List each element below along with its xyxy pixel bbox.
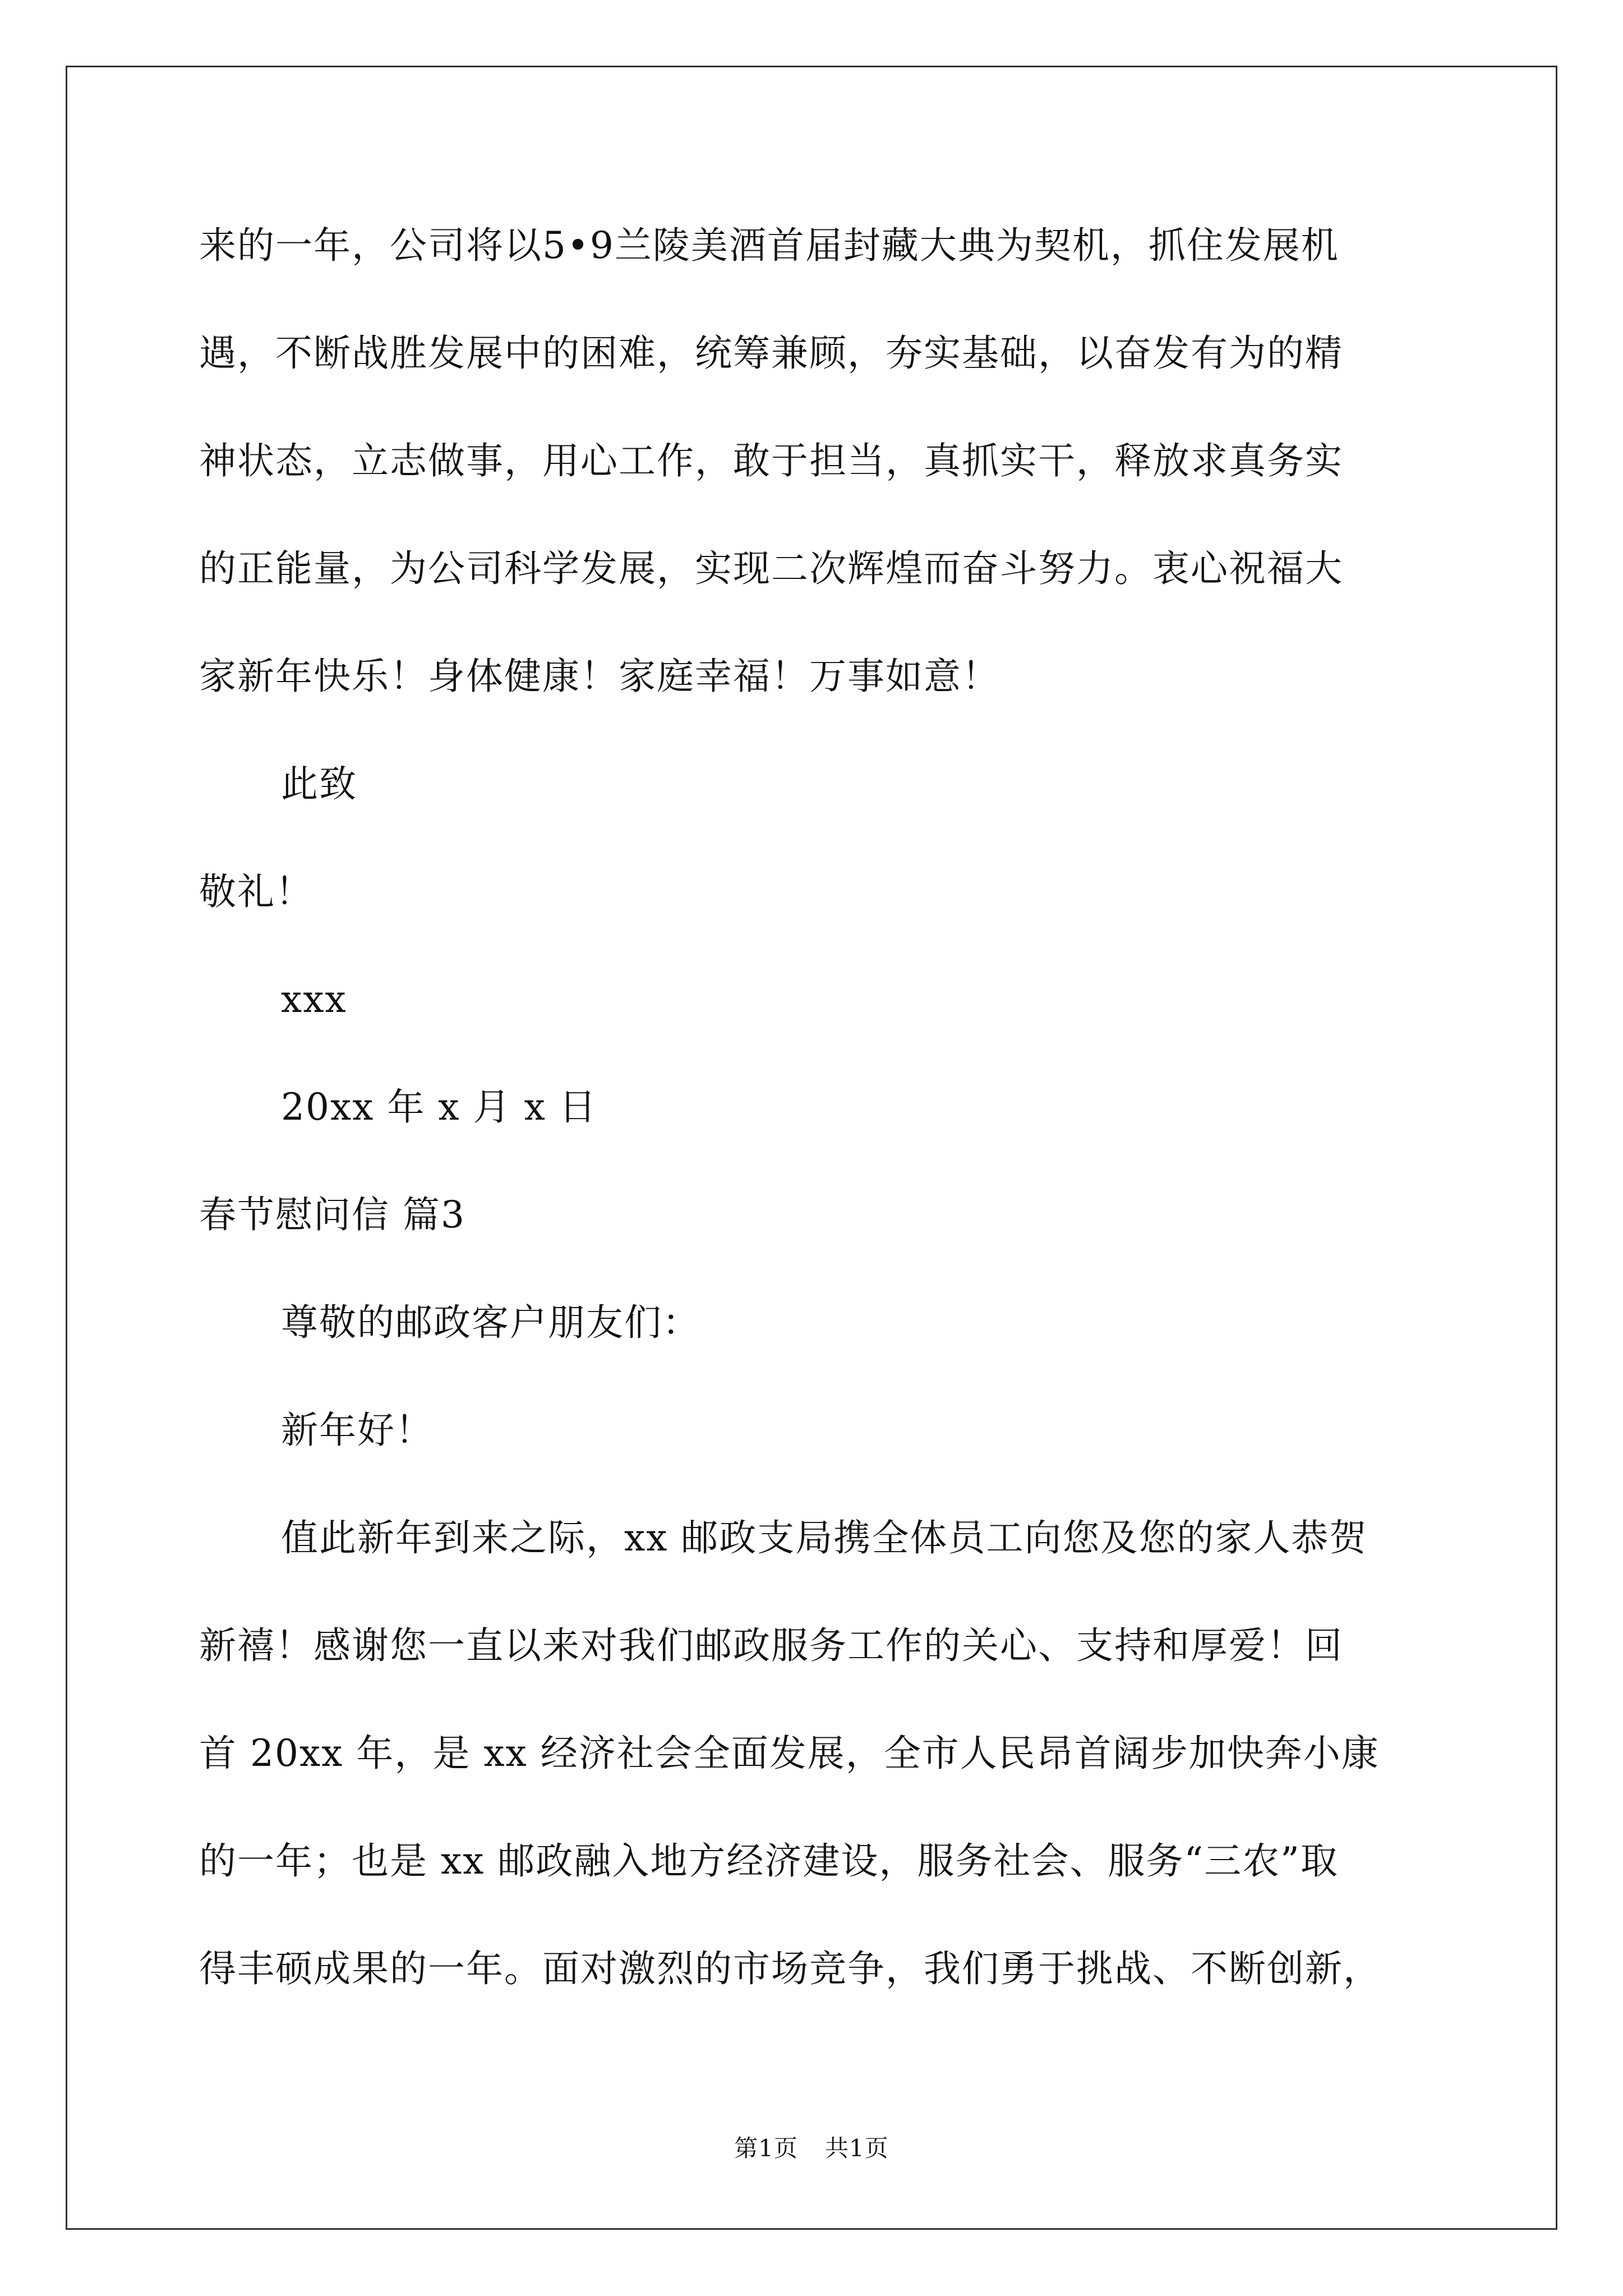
body-line: 值此新年到来之际，xx 邮政支局携全体员工向您及您的家人恭贺 xyxy=(281,1516,1368,1559)
letter-greeting: 尊敬的邮政客户朋友们： xyxy=(281,1301,700,1344)
body-line: 新禧！感谢您一直以来对我们邮政服务工作的关心、支持和厚爱！回 xyxy=(199,1624,1343,1667)
signature-date: 20xx 年 x 月 x 日 xyxy=(281,1085,597,1129)
new-year-greeting: 新年好！ xyxy=(281,1409,434,1452)
body-line: 首 20xx 年，是 xx 经济社会全面发展，全市人民昂首阔步加快奔小康 xyxy=(199,1732,1380,1775)
signature-name: xxx xyxy=(281,978,347,1021)
body-line: 的一年；也是 xx 邮政融入地方经济建设，服务社会、服务“三农”取 xyxy=(199,1839,1339,1883)
body-line: 得丰硕成果的一年。面对激烈的市场竞争，我们勇于挑战、不断创新， xyxy=(199,1947,1381,1990)
body-line: 来的一年，公司将以5•9兰陵美酒首届封藏大典为契机，抓住发展机 xyxy=(199,224,1339,267)
body-line: 家新年快乐！身体健康！家庭幸福！万事如意！ xyxy=(199,655,1000,698)
document-body xyxy=(199,219,1433,2050)
salutation-closing: 敬礼！ xyxy=(199,870,313,913)
page-number-current: 第1页 xyxy=(734,2134,798,2162)
body-line: 的正能量，为公司科学发展，实现二次辉煌而奋斗努力。衷心祝福大 xyxy=(199,547,1343,590)
body-line: 遇，不断战胜发展中的困难，统筹兼顾，夯实基础，以奋发有为的精 xyxy=(199,332,1343,375)
body-line: 神状态，立志做事，用心工作，敢于担当，真抓实干，释放求真务实 xyxy=(199,439,1343,482)
closing-phrase: 此致 xyxy=(281,762,357,806)
page-footer xyxy=(0,2132,1623,2165)
section-heading: 春节慰问信 篇3 xyxy=(199,1193,465,1236)
page-number-total: 共1页 xyxy=(825,2134,889,2162)
